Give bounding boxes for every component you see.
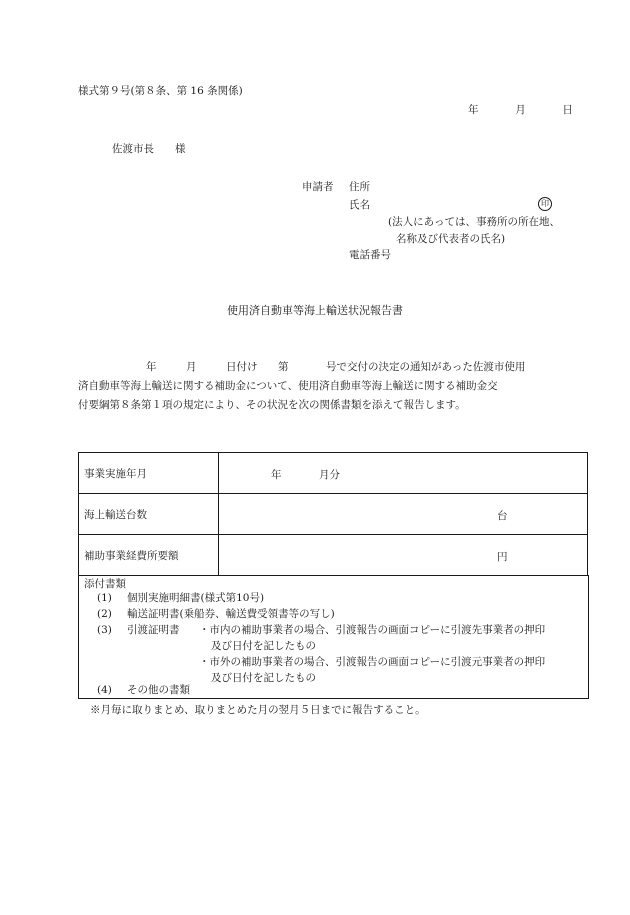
row-label: 海上輸送台数 — [79, 494, 219, 535]
footnote: ※月毎に取りまとめ、取りまとめた月の翌月５日までに報告すること。 — [90, 704, 426, 716]
corp-note-line1: (法人にあっては、事務所の所在地、 — [388, 216, 560, 228]
body-dai: 第 — [278, 361, 289, 373]
row-value — [219, 494, 588, 535]
date-day: 日 — [562, 104, 573, 116]
attachments-heading: 添付書類 — [84, 578, 126, 590]
report-table — [78, 452, 588, 576]
value-month: 月分 — [319, 469, 340, 481]
row-value — [219, 453, 588, 494]
address-label: 住所 — [349, 181, 370, 193]
attachment-num: (2) — [97, 608, 112, 620]
table-row — [79, 453, 588, 494]
value-unit: 台 — [497, 510, 508, 522]
addressee: 佐渡市長 様 — [112, 143, 186, 155]
row-value — [219, 535, 588, 576]
attachment-text: 輸送証明書(乗船券、輸送費受領書等の写し) — [127, 608, 335, 620]
body-rest: 号で交付の決定の通知があった佐渡市使用 — [326, 361, 526, 373]
attachment-num: (3) — [97, 624, 112, 636]
form-number: 様式第９号(第８条、第 16 条関係) — [78, 85, 243, 97]
date-month: 月 — [515, 104, 526, 116]
attachment-sub1-line1: ・市内の補助事業者の場合、引渡報告の画面コピーに引渡先事業者の押印 — [199, 624, 546, 636]
attachments-box — [78, 575, 589, 699]
body-date: 日付け — [226, 361, 258, 373]
applicant-label: 申請者 — [302, 181, 334, 193]
attachment-num: (4) — [97, 684, 112, 696]
corp-note-line2: 名称及び代表者の氏名) — [396, 233, 506, 245]
body-line-3: 付要綱第８条第１項の規定により、その状況を次の関係書類を添えて報告します。 — [78, 399, 466, 411]
value-unit: 円 — [497, 551, 508, 563]
body-year: 年 — [146, 361, 157, 373]
row-label: 補助事業経費所要額 — [79, 535, 219, 576]
table-row — [79, 494, 588, 535]
body-line-1 — [78, 361, 588, 375]
attachment-text: 個別実施明細書(様式第10号) — [127, 592, 265, 604]
attachment-num: (1) — [97, 592, 112, 604]
seal-mark: 印 — [538, 197, 552, 211]
body-month: 月 — [186, 361, 197, 373]
date-year: 年 — [468, 104, 479, 116]
date-line — [468, 104, 573, 117]
row-label: 事業実施年月 — [79, 453, 219, 494]
attachment-sub2-line2: 及び日付を記したもの — [211, 672, 316, 684]
attachment-sub1-line2: 及び日付を記したもの — [211, 640, 316, 652]
body-line-2: 済自動車等海上輸送に関する補助金について、使用済自動車等海上輸送に関する補助金交 — [78, 380, 498, 392]
value-year: 年 — [271, 469, 282, 481]
attachment-text: 引渡証明書 — [127, 624, 180, 636]
table-row — [79, 535, 588, 576]
name-label: 氏名 — [349, 199, 370, 211]
document-title: 使用済自動車等海上輸送状況報告書 — [227, 304, 403, 317]
attachment-text: その他の書類 — [127, 684, 190, 696]
attachment-sub2-line1: ・市外の補助事業者の場合、引渡報告の画面コピーに引渡元事業者の押印 — [199, 656, 546, 668]
phone-label: 電話番号 — [349, 249, 391, 261]
